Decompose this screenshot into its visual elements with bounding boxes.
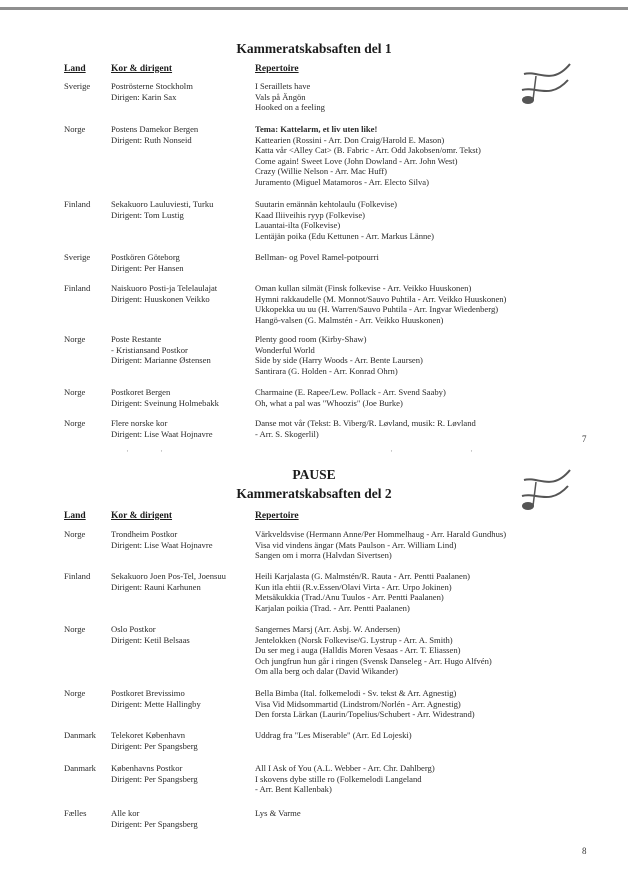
- kor-cell: Flere norske kor Dirigent: Lise Waat Hojnavre: [111, 418, 213, 439]
- land-cell: Fælles: [64, 808, 87, 818]
- part2-title: Kammeratskabsaften del 2: [236, 486, 392, 501]
- kor-cell: Postkören Göteborg Dirigent: Per Hansen: [111, 252, 184, 273]
- repertoire-cell: Uddrag fra "Les Miserable" (Arr. Ed Lojeski): [255, 730, 412, 740]
- repertoire-cell: Danse mot vår (Tekst: B. Viberg/R. Løvland, musik: R. Løvland - Arr. S. Skogerlil): [255, 418, 476, 439]
- kor-cell: Københavns Postkor Dirigent: Per Spangsberg: [111, 763, 198, 784]
- land-cell: Sverige: [64, 81, 91, 91]
- repertoire-cell: Plenty good room (Kirby-Shaw) Wonderful World Side by side (Harry Woods - Arr. Bente Laursen) Santirara (G. Holden - Arr. Konrad Ohrn): [255, 334, 423, 376]
- part2-header-kor: Kor & dirigent: [111, 511, 173, 521]
- repertoire-cell: Oman kullan silmät (Finsk folkevise - Arr. Veikko Huuskonen) Hymni rakkaudelle (M. Monnot/Sauvo Puhtila - Arr. Veikko Huuskonen) Ukkopekka uu uu (H. Warren/Sauvo Puhtila - Arr. Ingvar Wiedenberg) Hangö-valsen (G. Malmstén - Arr. Veikko Huuskonen): [255, 283, 507, 325]
- decorative-mark: ·: [126, 446, 129, 456]
- repertoire-cell: Bella Bimba (Ital. folkemelodi - Sv. tekst & Arr. Agnestig) Visa Vid Midsommartid (Lindstrom/Norlén - Arr. Agnestig) Den forsta Lärkan (Laurin/Topelius/Schubert - Arr. Widestrand): [255, 688, 475, 720]
- kor-cell: Oslo Postkor Dirigent: Ketil Belsaas: [111, 624, 190, 645]
- decorative-mark: ·: [160, 446, 163, 456]
- kor-cell: Postens Damekor Bergen Dirigent: Ruth Nonseid: [111, 124, 199, 145]
- part1-header-repertoire: Repertoire: [255, 64, 299, 74]
- land-cell: Norge: [64, 688, 86, 698]
- kor-cell: Alle kor Dirigent: Per Spangsberg: [111, 808, 198, 829]
- decorative-mark: ·: [470, 446, 473, 456]
- land-cell: Danmark: [64, 763, 96, 773]
- part1-header-land: Land: [64, 64, 86, 74]
- land-cell: Finland: [64, 199, 91, 209]
- repertoire-cell: Tema: Kattelarm, et liv uten like! Kattearien (Rossini - Arr. Don Craig/Harold E. Mason) Katta vår <Alley Cat> (B. Fabric - Arr. Odd Jakobsen/omr. Tekst) Come again! Sweet Love (John Dowland - Arr. John West) Crazy (Willie Nelson - Arr. Mac Huff) Juramento (Miguel Matamoros - Arr. Electo Silva): [255, 124, 481, 187]
- kor-cell: Trondheim Postkor Dirigent: Lise Waat Hojnavre: [111, 529, 213, 550]
- kor-cell: Sekakuoro Lauluviesti, Turku Dirigent: Tom Lustig: [111, 199, 214, 220]
- repertoire-cell: Lys & Varme: [255, 808, 301, 818]
- page-number: 7: [582, 434, 587, 444]
- land-cell: Finland: [64, 283, 91, 293]
- land-cell: Danmark: [64, 730, 96, 740]
- repertoire-cell: Charmaine (E. Rapee/Lew. Pollack - Arr. Svend Saaby) Oh, what a pal was "Whoozis" (Joe Burke): [255, 387, 446, 408]
- top-rule: [0, 7, 628, 10]
- land-cell: Norge: [64, 529, 86, 539]
- repertoire-cell: Heili Karjalasta (G. Malmstén/R. Rauta - Arr. Pentti Paalanen) Kun itla ehtii (R.v.Essen/Olavi Virta - Arr. Urpo Jokinen) Metsäkukkia (Trad./Anu Tuulos - Arr. Pentti Paalanen) Karjalan poikia (Trad. - Arr. Pentti Paalanen): [255, 571, 471, 613]
- part2-header-repertoire: Repertoire: [255, 511, 299, 521]
- pause-heading: PAUSE: [292, 467, 336, 482]
- repertoire-cell: Bellman- og Povel Ramel-potpourri: [255, 252, 379, 262]
- land-cell: Norge: [64, 418, 86, 428]
- music-note-icon: [518, 466, 578, 512]
- kor-cell: Sekakuoro Joen Pos-Tel, Joensuu Dirigent: Rauni Karhunen: [111, 571, 226, 592]
- land-cell: Finland: [64, 571, 91, 581]
- kor-cell: Postkoret Bergen Dirigent: Sveinung Holmebakk: [111, 387, 219, 408]
- decorative-mark: ·: [390, 446, 393, 456]
- land-cell: Sverige: [64, 252, 91, 262]
- land-cell: Norge: [64, 334, 86, 344]
- part1-header-kor: Kor & dirigent: [111, 64, 173, 74]
- repertoire-cell: Värkveldsvise (Hermann Anne/Per Hommelhaug - Arr. Harald Gundhus) Visa vid vindens ängar (Mats Paulson - Arr. William Lind) Sangen om i morra (Halvdan Sivertsen): [255, 529, 507, 561]
- land-cell: Norge: [64, 624, 86, 634]
- land-cell: Norge: [64, 124, 86, 134]
- land-cell: Norge: [64, 387, 86, 397]
- kor-cell: Telekoret København Dirigent: Per Spangsberg: [111, 730, 198, 751]
- kor-cell: Poste Restante - Kristiansand Postkor Dirigent: Marianne Østensen: [111, 334, 211, 366]
- kor-cell: Postkoret Brevissimo Dirigent: Mette Hallingby: [111, 688, 201, 709]
- part2-header-land: Land: [64, 511, 86, 521]
- page-number: 8: [582, 846, 587, 856]
- kor-cell: Poströsterne Stockholm Dirigen: Karin Sax: [111, 81, 193, 102]
- repertoire-cell: Sangernes Marsj (Arr. Asbj. W. Andersen) Jentelokken (Norsk Folkevise/G. Lystrup - Arr. A. Smith) Du ser meg i auga (Halldis Moren Vesaas - Arr. T. Eliassen) Och jungfrun hun går i ringen (Svensk Danseleg - Arr. Hugo Alfvén) Om alla berg och dalar (David Wikander): [255, 624, 492, 677]
- part1-title: Kammeratskabsaften del 1: [236, 41, 392, 56]
- repertoire-cell: I Seraillets have Vals på Ängön Hooked on a feeling: [255, 81, 325, 113]
- repertoire-cell: Suutarin emännän kehtolaulu (Folkevise) Kaad Iliiveihis ryyp (Folkevise) Lauantai-ilta (Folkevise) Lentäjän poika (Edu Kettunen - Arr. Markus Länne): [255, 199, 434, 241]
- kor-cell: Naiskuoro Posti-ja Telelaulajat Dirigent: Huuskonen Veikko: [111, 283, 218, 304]
- repertoire-cell: All I Ask of You (A.L. Webber - Arr. Chr. Dahlberg) I skovens dybe stille ro (Folkemelodi Langeland - Arr. Bent Kallenbak): [255, 763, 435, 795]
